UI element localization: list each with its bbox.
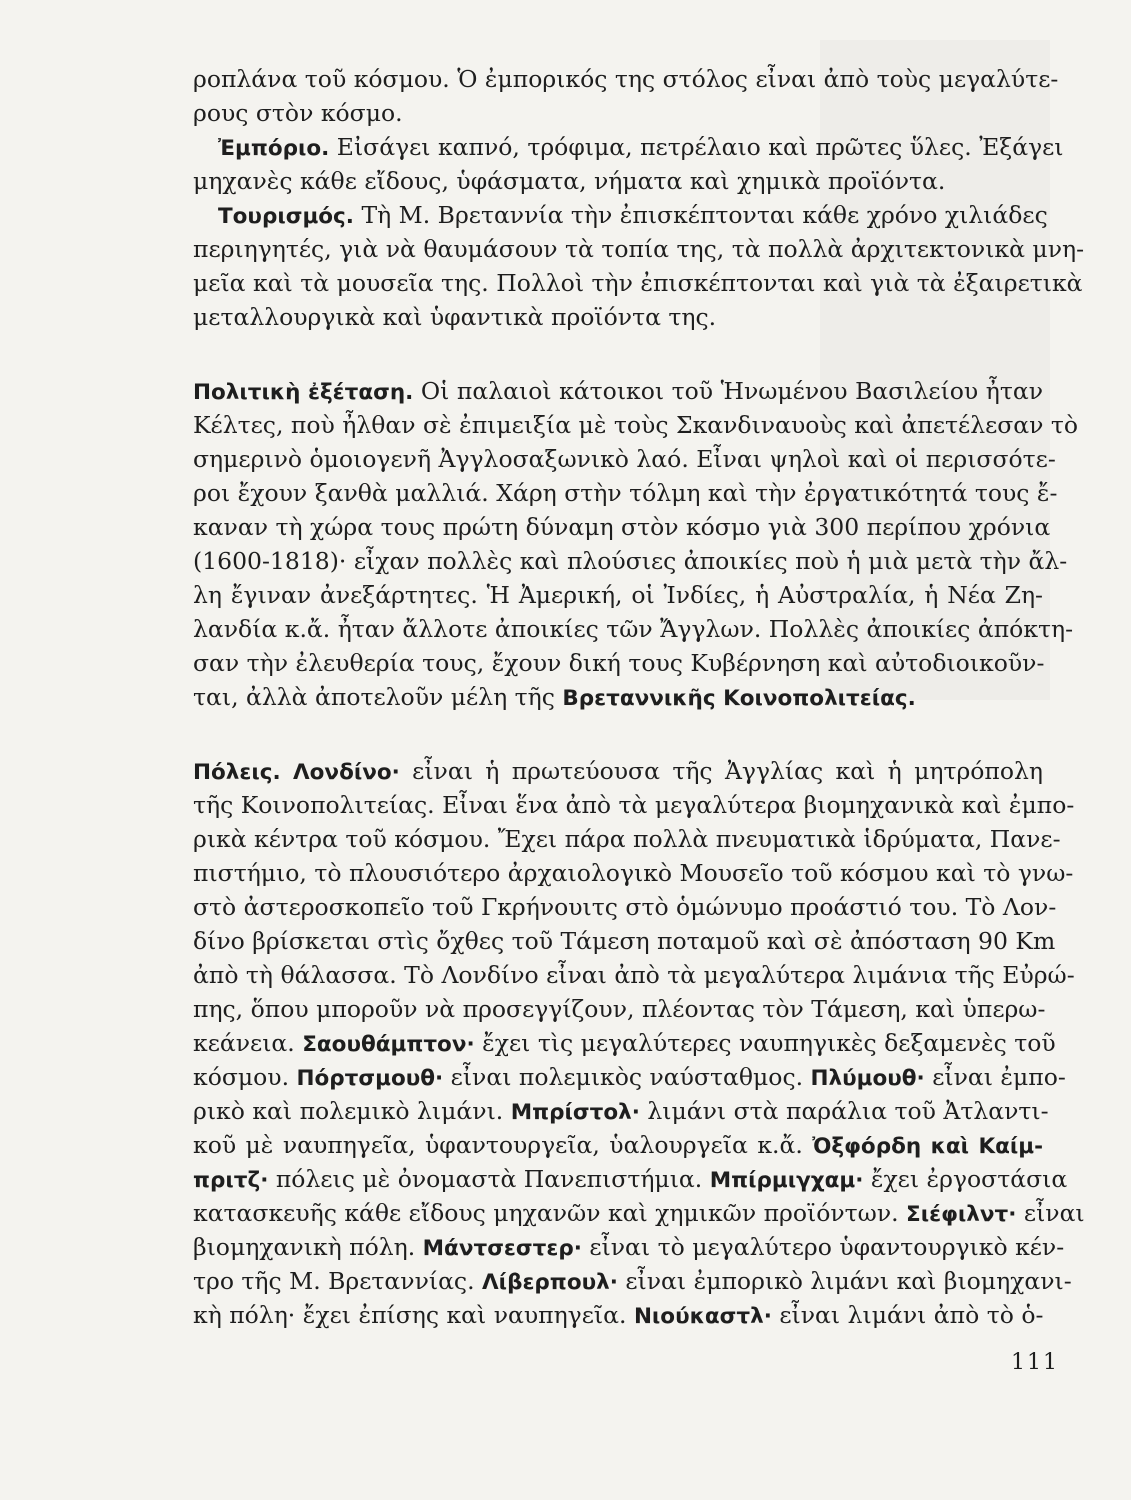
text-line: ρικὰ κέντρα τοῦ κόσμου. Ἔχει πάρα πολλὰ πνευματικὰ ἱδρύματα, Πανε- [193,825,1061,853]
city-name: Πλύμουθ· [810,1066,925,1091]
text-line: πιστήμιο, τὸ πλουσιότερο ἀρχαιολογικὸ Μουσεῖο τοῦ κόσμου καὶ τὸ γνω- [193,859,1074,887]
text-line: δίνο βρίσκεται στὶς ὄχθες τοῦ Τάμεση ποταμοῦ καὶ σὲ ἀπόσταση 90 Km [193,927,1056,955]
text-line: μεταλλουργικὰ καὶ ὑφαντικὰ προϊόντα της. [193,303,717,331]
text-line: ρους στὸν κόσμο. [193,99,403,127]
text-line: πριτζ· πόλεις μὲ ὀνομαστὰ Πανεπιστήμια. Μπίρμιγχαμ· ἔχει ἐργοστάσια [193,1165,1068,1193]
text-line: ἀπὸ τὴ θάλασσα. Τὸ Λονδίνο εἶναι ἀπὸ τὰ μεγαλύτερα λιμάνια τῆς Εὐρώ- [193,961,1075,989]
text-line: τῆς Κοινοπολιτείας. Εἶναι ἕνα ἀπὸ τὰ μεγαλύτερα βιομηχανικὰ καὶ ἐμπο- [193,791,1075,819]
city-name: Ὀξφόρδη καὶ Καίμ- [812,1134,1043,1159]
text-line: ροι ἔχουν ξανθὰ μαλλιά. Χάρη στὴν τόλμη καὶ τὴν ἐργατικότητά τους ἔ- [193,479,1058,507]
city-name: Πόρτσμουθ· [296,1066,444,1091]
text-line: κατασκευῆς κάθε εἴδους μηχανῶν καὶ χημικῶν προϊόντων. Σιέφιλντ· εἶναι [193,1199,1085,1227]
text-line: κὴ πόλη· ἔχει ἐπίσης καὶ ναυπηγεῖα. Νιούκαστλ· εἶναι λιμάνι ἀπὸ τὸ ὁ- [193,1301,1044,1329]
text-line: πης, ὅπου μποροῦν νὰ προσεγγίζουν, πλέοντας τὸν Τάμεση, καὶ ὑπερω- [193,995,1046,1023]
city-name: Νιούκαστλ· [633,1304,772,1329]
city-name: Μπρίστολ· [510,1100,640,1125]
text-line: ροπλάνα τοῦ κόσμου. Ὁ ἐμπορικός της στόλος εἶναι ἀπὸ τοὺς μεγαλύτε- [193,65,1059,93]
text-line: κεάνεια. Σαουθάμπτον· ἔχει τὶς μεγαλύτερες ναυπηγικὲς δεξαμενὲς τοῦ [193,1029,1056,1057]
text-line: (1600-1818)· εἶχαν πολλὲς καὶ πλούσιες ἀποικίες ποὺ ἡ μιὰ μετὰ τὴν ἄλ- [193,547,1068,575]
text-line: λανδία κ.ἄ. ἦταν ἄλλοτε ἀποικίες τῶν Ἄγγλων. Πολλὲς ἀποικίες ἀπόκτη- [193,615,1074,643]
city-name: Μάντσεστερ· [422,1236,582,1261]
city-name: Σιέφιλντ· [906,1202,1017,1227]
text-line: σημερινὸ ὁμοιογενῆ Ἀγγλοσαξωνικὸ λαό. Εἶναι ψηλοὶ καὶ οἱ περισσότε- [193,445,1056,473]
section-heading: Πολιτικὴ ἐξέταση. [193,380,414,405]
text-line: κοῦ μὲ ναυπηγεῖα, ὑφαντουργεῖα, ὑαλουργεῖα κ.ἄ. Ὀξφόρδη καὶ Καίμ- [193,1131,1043,1159]
text-line: μεῖα καὶ τὰ μουσεῖα της. Πολλοὶ τὴν ἐπισκέπτονται καὶ γιὰ τὰ ἐξαιρετικὰ [193,269,1083,297]
text-line: βιομηχανικὴ πόλη. Μάντσεστερ· εἶναι τὸ μεγαλύτερο ὑφαντουργικὸ κέν- [193,1233,1065,1261]
text-line: σαν τὴν ἐλευθερία τους, ἔχουν δική τους Κυβέρνηση καὶ αὐτοδιοικοῦν- [193,649,1045,677]
city-name: Σαουθάμπτον· [302,1032,475,1057]
text-line: Πόλεις. Λονδίνο· εἶναι ἡ πρωτεύουσα τῆς Ἀγγλίας καὶ ἡ μητρόπολη [193,757,1043,785]
city-name: Μπίρμιγχαμ· [709,1168,864,1193]
section-heading: Ἐμπόριο. [218,136,330,161]
text-line: Πολιτικὴ ἐξέταση. Οἱ παλαιοὶ κάτοικοι τοῦ Ἡνωμένου Βασιλείου ἦταν [193,377,1043,405]
text-line: περιηγητές, γιὰ νὰ θαυμάσουν τὰ τοπία της, τὰ πολλὰ ἀρχιτεκτονικὰ μνη- [193,235,1085,263]
page-number: 111 [1011,1350,1059,1375]
text-line: στὸ ἀστεροσκοπεῖο τοῦ Γκρήνουιτς στὸ ὁμώνυμο προάστιό του. Τὸ Λον- [193,893,1057,921]
section-heading: Τουρισμός. [218,204,354,229]
section-heading: Πόλεις. Λονδίνο· [193,760,400,785]
city-name: Λίβερπουλ· [482,1270,618,1295]
text-line: ρικὸ καὶ πολεμικὸ λιμάνι. Μπρίστολ· λιμάνι στὰ παράλια τοῦ Ἀτλαντι- [193,1097,1049,1125]
text-line: τρο τῆς Μ. Βρεταννίας. Λίβερπουλ· εἶναι ἐμπορικὸ λιμάνι καὶ βιομηχανι- [193,1267,1072,1295]
text-line: Κέλτες, ποὺ ἦλθαν σὲ ἐπιμειξία μὲ τοὺς Σκανδιναυοὺς καὶ ἀπετέλεσαν τὸ [193,411,1079,439]
text-line: λη ἔγιναν ἀνεξάρτητες. Ἡ Ἀμερική, οἱ Ἰνδίες, ἡ Αὐστραλία, ἡ Νέα Ζη- [193,581,1043,609]
text-line: Ἐμπόριο. Εἰσάγει καπνό, τρόφιμα, πετρέλαιο καὶ πρῶτες ὕλες. Ἐξάγει [218,133,1064,161]
city-name: πριτζ· [193,1168,269,1193]
text-line: καναν τὴ χώρα τους πρώτη δύναμη στὸν κόσμο γιὰ 300 περίπου χρόνια [193,513,1051,541]
text-line: ται, ἀλλὰ ἀποτελοῦν μέλη τῆς Βρεταννικῆς Κοινοπολιτείας. [193,683,916,711]
text-line: κόσμου. Πόρτσμουθ· εἶναι πολεμικὸς ναύσταθμος. Πλύμουθ· εἶναι ἐμπο- [193,1063,1066,1091]
text-line: Τουρισμός. Τὴ Μ. Βρεταννία τὴν ἐπισκέπτονται κάθε χρόνο χιλιάδες [218,201,1048,229]
bold-term: Βρεταννικῆς Κοινοπολιτείας. [562,686,916,711]
text-line: μηχανὲς κάθε εἴδους, ὑφάσματα, νήματα καὶ χημικὰ προϊόντα. [193,167,946,195]
